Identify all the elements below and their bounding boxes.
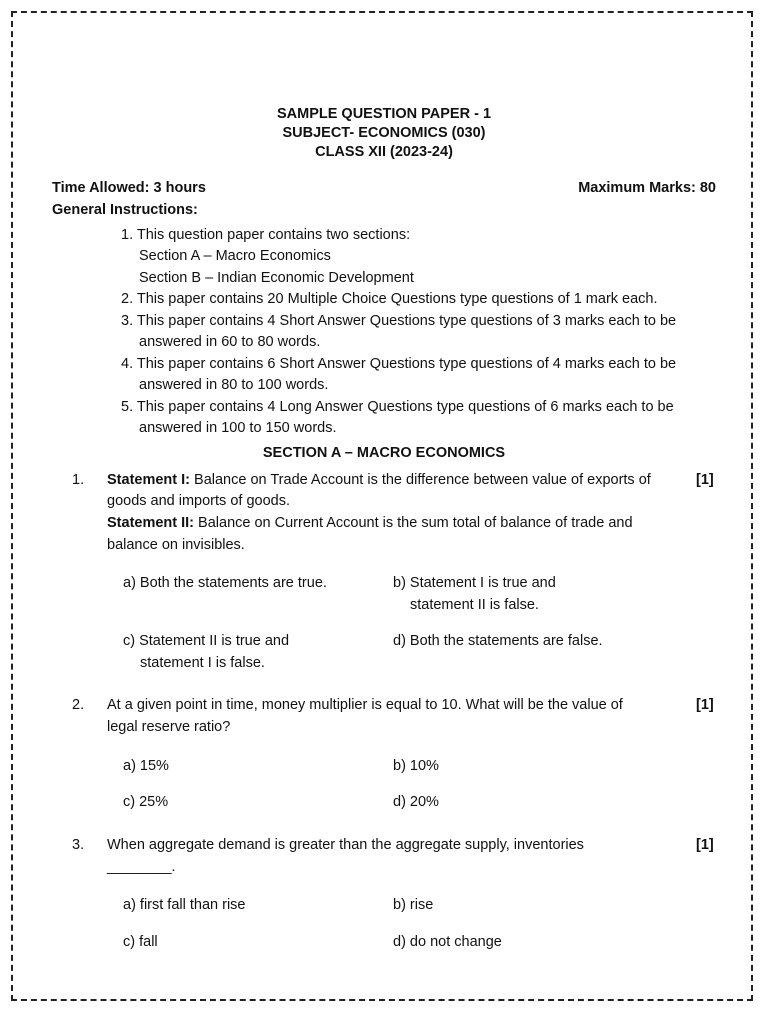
time-allowed: Time Allowed: 3 hours — [52, 180, 206, 196]
question-3-option-b: b) rise — [393, 897, 434, 913]
question-1-statement-2-cont: balance on invisibles. — [107, 537, 245, 553]
question-1-option-c: c) Statement II is true and — [123, 633, 290, 649]
question-1-option-c-cont: statement I is false. — [140, 655, 265, 671]
question-3-marks: [1] — [696, 837, 714, 853]
instruction-3-cont: answered in 60 to 80 words. — [139, 334, 321, 350]
statement-1-text: Balance on Trade Account is the difference between value of exports of — [190, 472, 651, 488]
statement-1-label: Statement I: — [107, 472, 190, 488]
question-1-option-b: b) Statement I is true and — [393, 575, 556, 591]
maximum-marks: Maximum Marks: 80 — [578, 180, 716, 196]
question-1-number: 1. — [72, 472, 85, 488]
question-3-option-c: c) fall — [123, 934, 158, 950]
instruction-5: 5. This paper contains 4 Long Answer Questions type questions of 6 marks each to be — [121, 399, 674, 415]
instruction-5-cont: answered in 100 to 150 words. — [139, 420, 337, 436]
instruction-4-cont: answered in 80 to 100 words. — [139, 377, 329, 393]
statement-2-label: Statement II: — [107, 515, 195, 531]
question-3-text: When aggregate demand is greater than the aggregate supply, inventories — [107, 837, 584, 853]
question-2-option-b: b) 10% — [393, 758, 439, 774]
instruction-1-sub-a: Section A – Macro Economics — [139, 248, 331, 264]
question-3-text-cont: ________. — [107, 859, 176, 875]
question-1-option-d: d) Both the statements are false. — [393, 633, 603, 649]
paper-title: SAMPLE QUESTION PAPER - 1 — [276, 106, 492, 122]
question-2-marks: [1] — [696, 697, 714, 713]
question-1-statement-1 — [107, 470, 651, 492]
question-3-number: 3. — [72, 837, 85, 853]
question-2-option-d: d) 20% — [393, 794, 439, 810]
question-1-statement-1-cont: goods and imports of goods. — [107, 493, 290, 509]
question-2-text: At a given point in time, money multiplier is equal to 10. What will be the value of — [107, 697, 623, 713]
statement-2-text: Balance on Current Account is the sum total of balance of trade and — [194, 515, 633, 531]
instruction-1-sub-b: Section B – Indian Economic Development — [139, 270, 414, 286]
question-1-marks: [1] — [696, 472, 714, 488]
paper-class: CLASS XII (2023-24) — [315, 144, 453, 160]
question-2-number: 2. — [72, 697, 85, 713]
instruction-2: 2. This paper contains 20 Multiple Choice Questions type questions of 1 mark each. — [121, 291, 658, 307]
question-3-option-a: a) first fall than rise — [123, 897, 246, 913]
instruction-1: 1. This question paper contains two sections: — [121, 227, 411, 243]
section-a-title: SECTION A – MACRO ECONOMICS — [262, 445, 506, 461]
question-2-text-cont: legal reserve ratio? — [107, 719, 231, 735]
instruction-3: 3. This paper contains 4 Short Answer Questions type questions of 3 marks each to be — [121, 313, 677, 329]
question-2-option-a: a) 15% — [123, 758, 169, 774]
instruction-4: 4. This paper contains 6 Short Answer Questions type questions of 4 marks each to be — [121, 356, 677, 372]
paper-subject: SUBJECT- ECONOMICS (030) — [282, 125, 486, 141]
question-1-statement-2 — [107, 513, 633, 535]
question-2-option-c: c) 25% — [123, 794, 169, 810]
instructions-title: General Instructions: — [52, 202, 198, 218]
question-3-option-d: d) do not change — [393, 934, 502, 950]
question-1-option-a: a) Both the statements are true. — [123, 575, 327, 591]
question-1-option-b-cont: statement II is false. — [410, 597, 539, 613]
